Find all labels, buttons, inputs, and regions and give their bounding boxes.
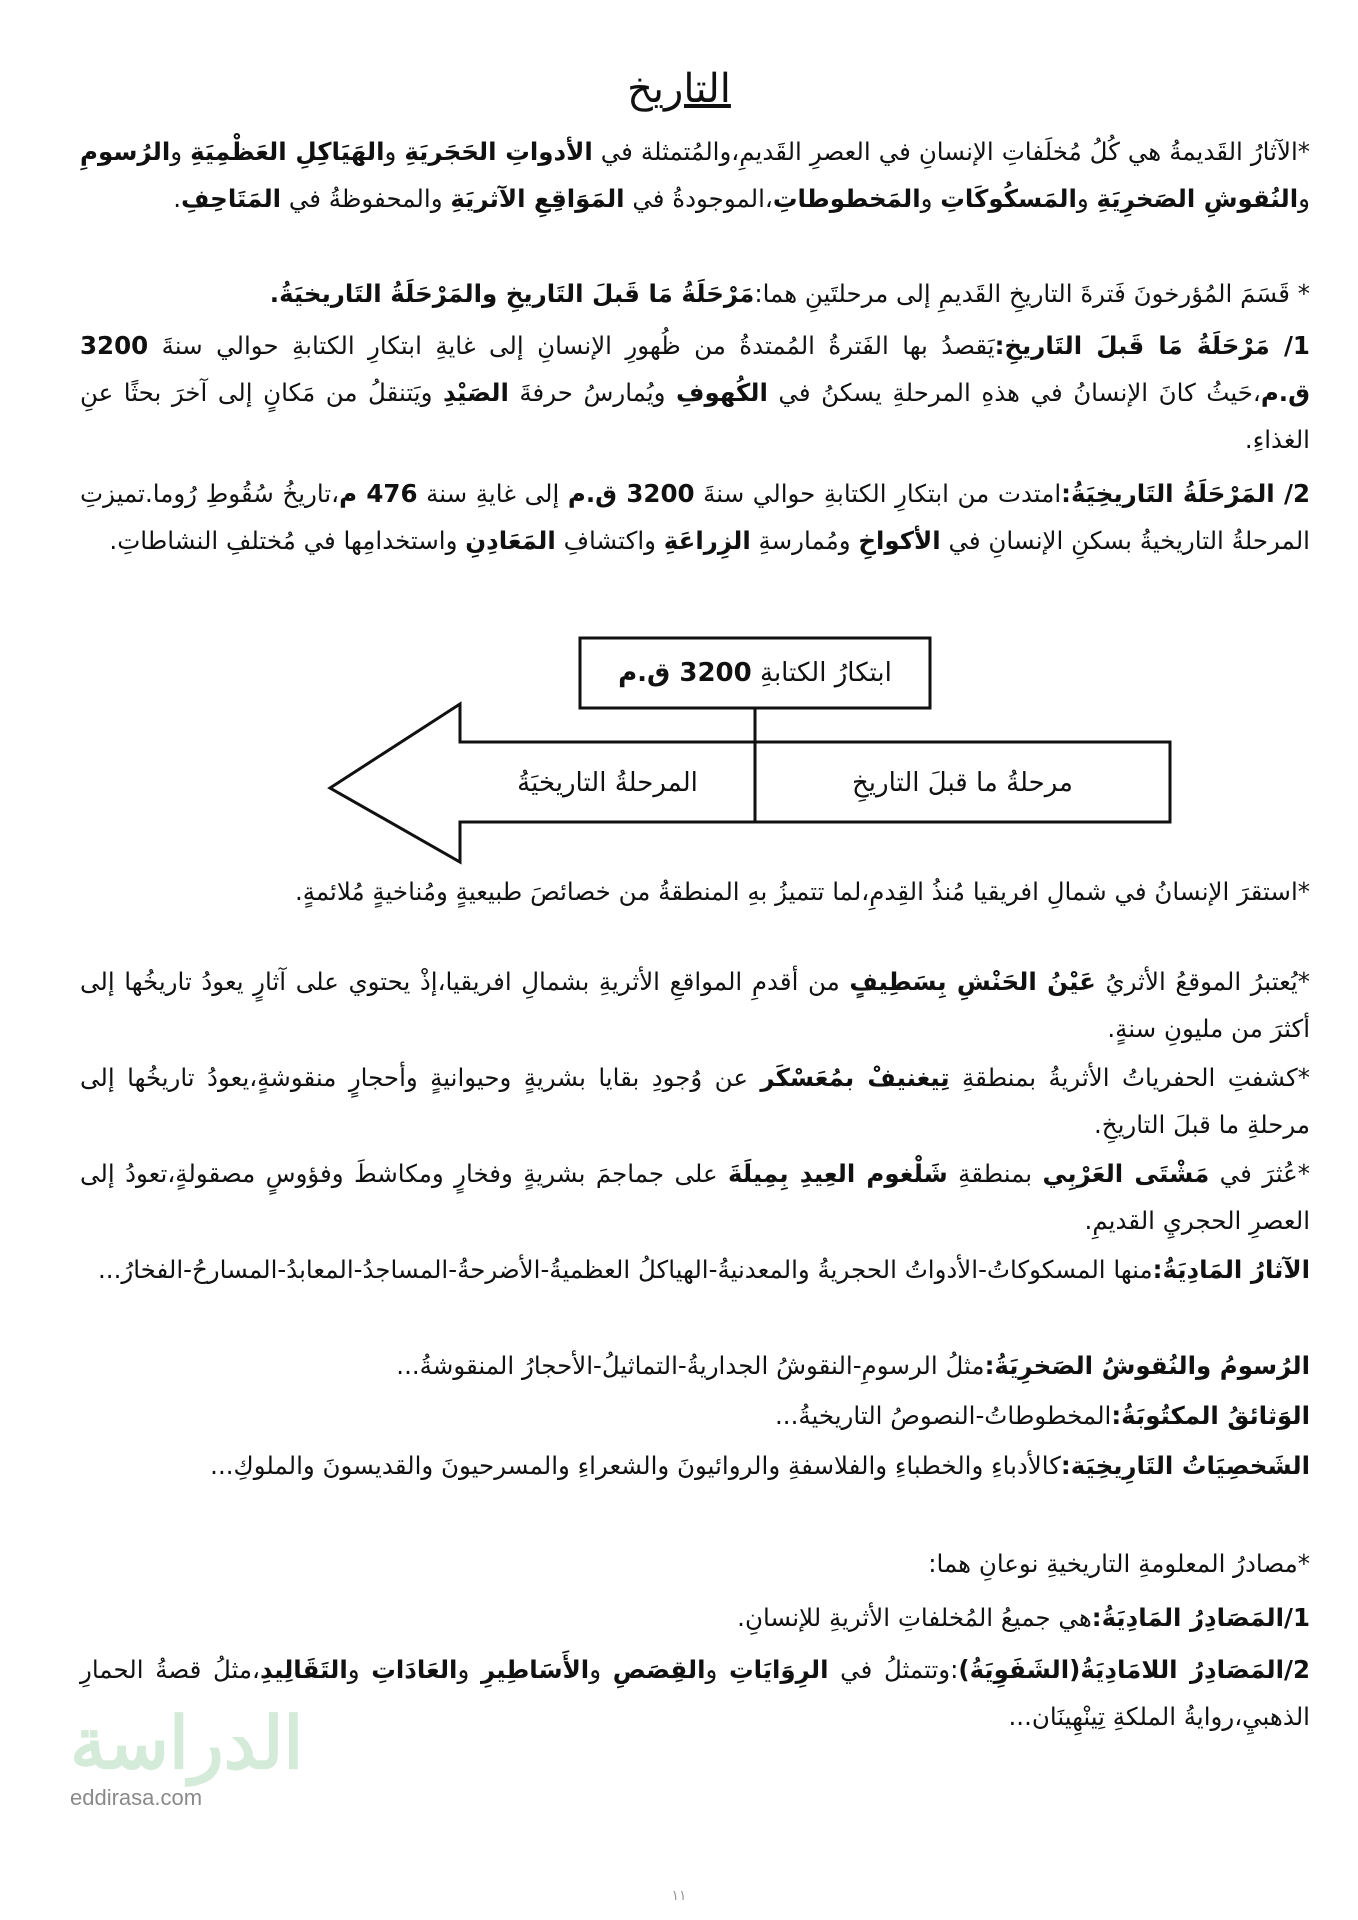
bold-term: الكُهوفِ	[676, 378, 768, 407]
paragraph-rock-art	[80, 1342, 1310, 1389]
bold-term: الرُسومِ	[80, 137, 171, 166]
text: مثلُ الرسومِ-النقوشُ الجداريةُ-التماثيلُ-الأحجارُ المنقوشةُ...	[396, 1351, 985, 1380]
text: منها المسكوكاتُ-الأدواتُ الحجريةُ والمعدنيةُ-الهياكلُ العظميةُ-الأضرحةُ-المساجدُ-المعابدُ-المسارحُ-الفخارُ...	[98, 1255, 1153, 1284]
text: و	[457, 1655, 481, 1684]
bold-term: 3200 ق.م	[618, 658, 752, 688]
bold-term: المَخطوطاتِ	[772, 184, 921, 213]
text: *الآثارُ القَديمةُ هي كُلُ مُخلَفاتِ الإنسانِ في العصرِ القَديمِ،والمُتمثلة في	[592, 137, 1310, 166]
text: إلى غايةِ سنة	[417, 479, 568, 508]
bold-term: الهَيَاكِلِ العَظْمِيَةِ	[190, 137, 385, 166]
text: امتدت من ابتكارِ الكتابةِ حوالي سنةَ	[694, 479, 1062, 508]
bold-term: النُقوشِ الصَخرِيَةِ	[1096, 184, 1299, 213]
text: ومُمارسةِ	[750, 526, 859, 555]
bold-term: المَوَاقِعِ الآثريَةِ	[450, 184, 625, 213]
text: * قَسَمَ المُؤرخونَ فَترةَ التاريخِ القَديمِ إلى مرحلتَينِ هما:	[754, 279, 1310, 308]
bold-term: التَقَالِيدِ	[259, 1655, 348, 1684]
bold-term: الآثارُ المَادِيَةُ:	[1152, 1255, 1310, 1284]
text: و	[1076, 184, 1097, 213]
bold-term: 3200 ق.م	[567, 479, 695, 508]
text: *استقرَ الإنسانُ في شمالِ افريقيا مُنذُ القِدمِ،لما تتميزُ بهِ المنطقةُ من خصائصَ طبيعيةٍ ومُناخيةٍ مُلائمةٍ.	[294, 877, 1310, 906]
bold-term: المَعَادِنِ	[465, 526, 556, 555]
text: و	[1298, 184, 1310, 213]
bold-term: المَسكُوكَاتِ	[940, 184, 1077, 213]
paragraph-mechta-arbi	[80, 1150, 1310, 1244]
text: *يُعتبرُ الموقعُ الأثريُ	[1095, 967, 1310, 996]
paragraph-written-documents	[80, 1392, 1310, 1439]
text: ،حَيثُ كانَ الإنسانُ في هذهِ المرحلةِ يسكنُ في	[767, 378, 1261, 407]
text: ،تاريخُ سُقُوطِ رُوما.تميزتِ المرحلةُ التاريخيةُ بسكنِ الإنسانِ في	[80, 479, 1310, 555]
paragraph-ain-hanech	[80, 958, 1310, 1052]
bold-term: الأدواتِ الحَجَريَةِ	[404, 137, 593, 166]
paragraph-periods	[80, 270, 1310, 317]
bold-term: الرِوَايَاتِ	[729, 1655, 829, 1684]
paragraph-ancient-remains	[80, 128, 1310, 222]
text: واكتشافِ	[555, 526, 664, 555]
bold-term: الزِراعَةِ	[663, 526, 751, 555]
bold-term: الأكواخِ	[858, 526, 941, 555]
paragraph-tighennif	[80, 1054, 1310, 1148]
bold-term: 2/المَصَادِرُ اللامَادِيَةُ(الشَفَوِيَةُ)	[958, 1655, 1310, 1684]
text: واستخدامِها في مُختلفِ النشاطاتِ.	[109, 526, 466, 555]
text: و	[705, 1655, 730, 1684]
bold-term: العَادَاتِ	[371, 1655, 458, 1684]
bold-term: 1/ مَرْحَلَةُ مَا قَبلَ التَاريخِ:	[994, 331, 1310, 360]
bold-term: شَلْغوم العِيدِ بِمِيلَةَ	[728, 1159, 948, 1188]
text: المخطوطاتُ-النصوصُ التاريخيةُ...	[775, 1401, 1112, 1430]
historical-label: المرحلةُ التاريخيَةُ	[517, 768, 698, 798]
text: هي جميعُ المُخلفاتِ الأثريةِ للإنسانِ.	[737, 1603, 1092, 1632]
text: و	[170, 137, 191, 166]
paragraph-historical-figures	[80, 1442, 1310, 1489]
bold-term: 2/ المَرْحَلَةُ التَاريخِيَةُ:	[1061, 479, 1311, 508]
bold-term: 3200 ق.م	[80, 331, 1310, 407]
paragraph-historical-period	[80, 470, 1310, 564]
text: ويَتنقلُ من مَكانٍ إلى آخرَ بحثًا عنِ الغذاءِ.	[80, 378, 1310, 454]
paragraph-prehistory	[80, 322, 1310, 463]
text: و	[920, 184, 941, 213]
text: بمنطقةِ	[947, 1159, 1043, 1188]
text: *كشفتِ الحفرياتُ الأثريةُ بمنطقةِ	[949, 1063, 1310, 1092]
text: ويُمارسُ حرفةَ	[508, 378, 677, 407]
bold-term: مَشْتَى العَرْبِي	[1042, 1159, 1210, 1188]
bold-term: القِصَصِ	[612, 1655, 706, 1684]
text: و	[347, 1655, 372, 1684]
page-number: ١١	[671, 1888, 687, 1904]
text: و	[384, 137, 405, 166]
bold-term: الشَخصِيَاتُ التَارِيخِيَة:	[1060, 1451, 1310, 1480]
text: كالأدباءِ والخطباءِ والفلاسفةِ والروائيونَ والشعراءِ والمسرحيونَ والقديسونَ والملوكِ...	[210, 1451, 1061, 1480]
text: ،مثلُ قصةُ الحمارِ الذهبيِ،روايةُ الملكةِ تِينْهِينَان...	[80, 1655, 1310, 1731]
timeline-diagram	[320, 618, 1180, 868]
page-title: التاريخ	[627, 66, 731, 112]
writing-invention-label	[580, 656, 930, 690]
bold-term: المَتَاحِفِ	[181, 184, 282, 213]
text: على جماجمَ بشريةٍ وفخارٍ ومكاشطَ وفؤوسٍ مصقولةٍ،تعودُ إلى العصرِ الحجريِ القديمِ.	[80, 1159, 1310, 1235]
bold-term: تِيغنيفْ بمُعَسْكَر	[760, 1063, 950, 1092]
bold-term: 1/المَصَادِرُ المَادِيَةُ:	[1091, 1603, 1310, 1632]
text: :وتتمثلُ في	[828, 1655, 959, 1684]
bold-term: الصَيْدِ	[442, 378, 509, 407]
paragraph-material-remains	[80, 1246, 1310, 1293]
bold-term: عَيْنُ الحَنْشِ بِسَطِيفٍ	[849, 967, 1096, 996]
watermark-url: eddirasa.com	[70, 1785, 203, 1810]
text: و	[589, 1655, 613, 1684]
text: عن وُجودِ بقايا بشريةٍ وحيوانيةٍ وأحجارٍ منقوشةٍ،يعودُ تاريخُها إلى مرحلةِ ما قبلَ التاريخِ.	[80, 1063, 1310, 1139]
watermark	[70, 1700, 303, 1811]
text: *عُثرَ في	[1209, 1159, 1311, 1188]
bold-term: الرُسومُ والنُقوشُ الصَخرِيَةُ:	[984, 1351, 1310, 1380]
text: *مصادرُ المعلومةِ التاريخيةِ نوعانِ هما:	[928, 1549, 1310, 1578]
text: ابتكارُ الكتابةِ	[751, 658, 892, 688]
text: من أقدمِ المواقعِ الأثريةِ بشمالِ افريقيا،إذْ يحتوي على آثارٍ يعودُ تاريخُها إلى أكثرَ من مليونِ سنةٍ.	[80, 967, 1310, 1043]
paragraph-material-sources	[80, 1594, 1310, 1641]
bold-term: 476 م	[339, 479, 418, 508]
bold-term: الأَسَاطِيرِ	[480, 1655, 590, 1684]
text: يَقصدُ بها الفَترةُ المُمتدةُ من ظُهورِ الإنسانِ إلى غايةِ ابتكارِ الكتابةِ حوالي سنةَ	[148, 331, 995, 360]
bold-term: الوَثائقُ المكتُوبَةُ:	[1111, 1401, 1310, 1430]
paragraph-sources-intro	[80, 1540, 1310, 1587]
text: .	[173, 184, 181, 213]
paragraph-north-africa	[80, 868, 1310, 915]
watermark-logo: الدراسة	[70, 1700, 304, 1785]
text: والمحفوظةُ في	[281, 184, 451, 213]
bold-term: مَرْحَلَةُ مَا قَبلَ التَاريخِ والمَرْحَلَةُ التَاريخيَةُ.	[269, 279, 755, 308]
prehistory-label: مرحلةُ ما قبلَ التاريخِ	[852, 768, 1073, 798]
text: ،الموجودةُ في	[624, 184, 773, 213]
